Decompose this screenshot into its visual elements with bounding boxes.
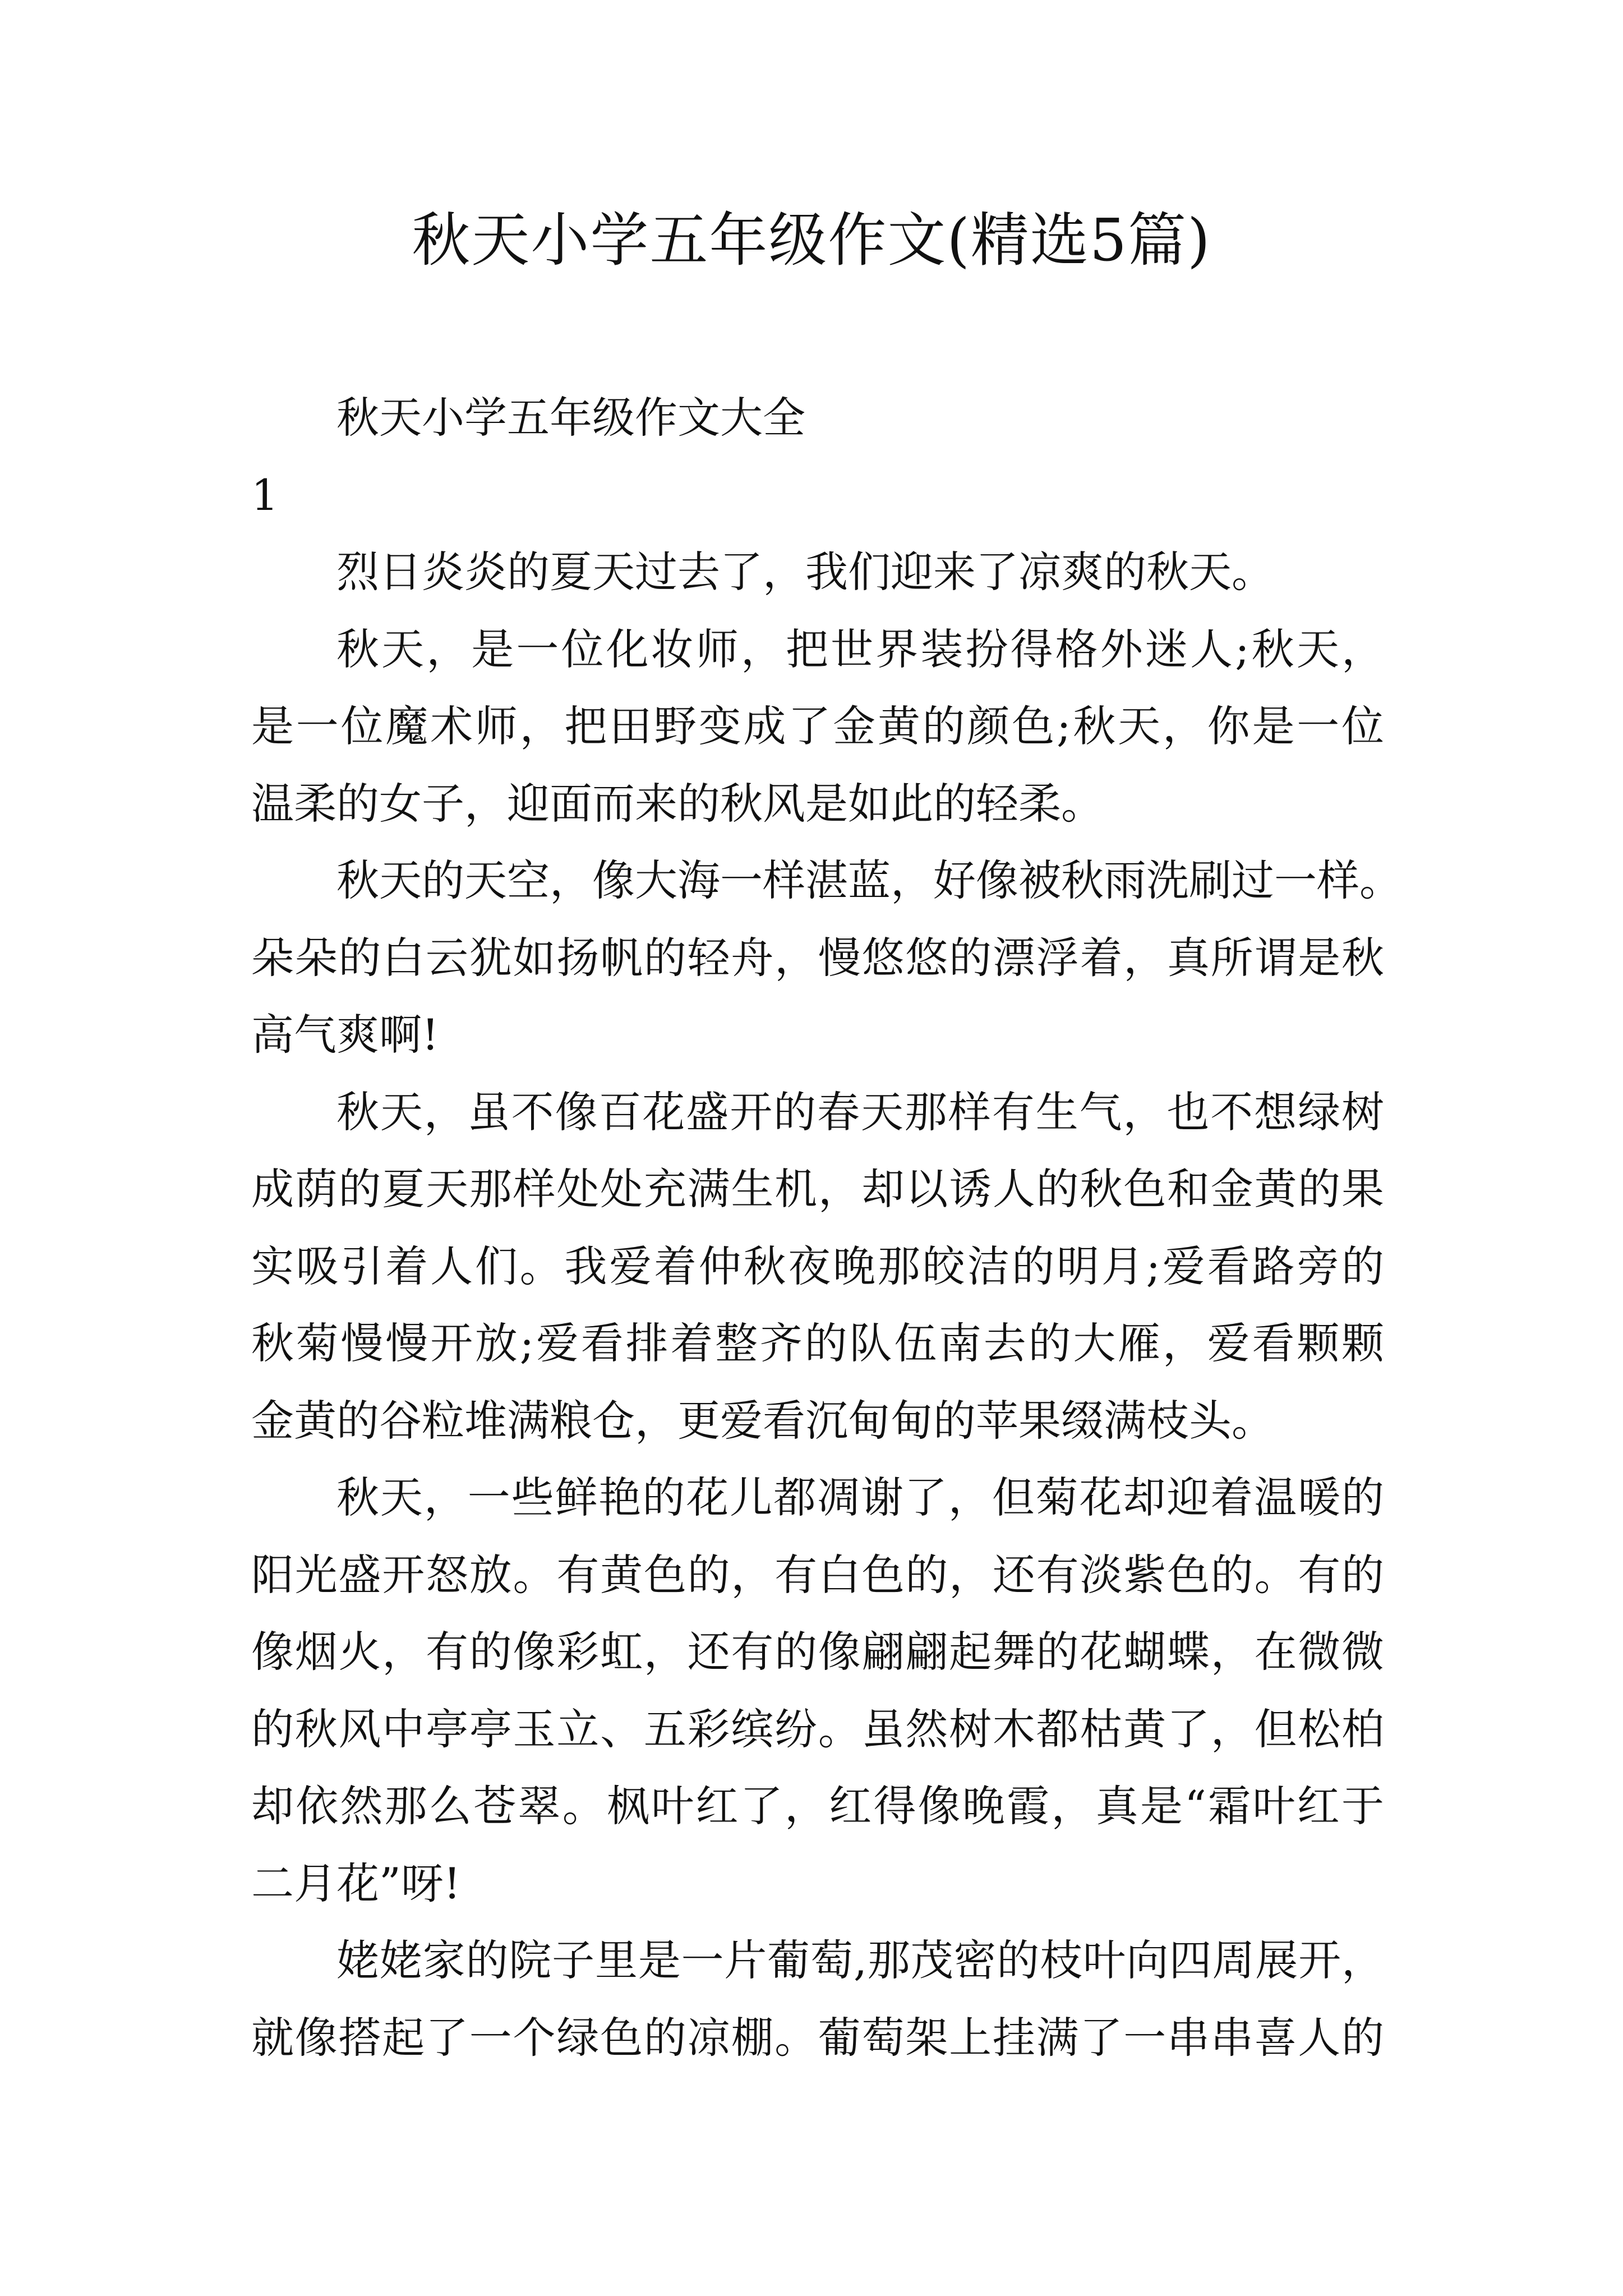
- paragraph-line: 秋天，虽不像百花盛开的春天那样有生气，也不想绿树: [336, 1087, 1384, 1137]
- document-body: [251, 379, 1402, 2076]
- section-number: 1: [251, 470, 279, 520]
- paragraph-line: 的秋风中亭亭玉立、五彩缤纷。虽然树木都枯黄了，但松柏: [251, 1704, 1384, 1754]
- paragraph-line: 秋天，是一位化妆师，把世界装扮得格外迷人;秋天，: [336, 624, 1384, 674]
- paragraph-line: 高气爽啊!: [251, 1010, 439, 1060]
- paragraph-line: 是一位魔术师，把田野变成了金黄的颜色;秋天，你是一位: [251, 701, 1384, 751]
- document-title: 秋天小学五年级作文(精选5篇): [412, 206, 1211, 274]
- paragraph-line: 二月花”呀!: [251, 1858, 461, 1908]
- paragraph-line: 金黄的谷粒堆满粮仓，更爱看沉甸甸的苹果缀满枝头。: [251, 1395, 1274, 1446]
- paragraph-line: 实吸引着人们。我爱着仲秋夜晚那皎洁的明月;爱看路旁的: [251, 1241, 1384, 1291]
- paragraph-line: 秋菊慢慢开放;爱看排着整齐的队伍南去的大雁，爱看颗颗: [251, 1318, 1384, 1368]
- paragraph-line: 温柔的女子，迎面而来的秋风是如此的轻柔。: [251, 778, 1104, 829]
- paragraph-line: 姥姥家的院子里是一片葡萄,那茂密的枝叶向四周展开，: [336, 1935, 1384, 1985]
- paragraph-line: 成荫的夏天那样处处充满生机，却以诱人的秋色和金黄的果: [251, 1164, 1384, 1214]
- paragraph-line: 像烟火，有的像彩虹，还有的像翩翩起舞的花蝴蝶，在微微: [251, 1627, 1384, 1677]
- paragraph-line: 阳光盛开怒放。有黄色的，有白色的，还有淡紫色的。有的: [251, 1549, 1384, 1600]
- paragraph-line: 烈日炎炎的夏天过去了，我们迎来了凉爽的秋天。: [336, 547, 1274, 597]
- paragraph-line: 秋天，一些鲜艳的花儿都凋谢了，但菊花却迎着温暖的: [336, 1473, 1384, 1522]
- paragraph-line: 秋天的天空，像大海一样湛蓝，好像被秋雨洗刷过一样。: [336, 855, 1402, 905]
- subtitle-line: 秋天小学五年级作文大全: [336, 393, 805, 443]
- paragraph-line: 却依然那么苍翠。枫叶红了，红得像晚霞，真是“霜叶红于: [251, 1781, 1384, 1831]
- paragraph-line: 朵朵的白云犹如扬帆的轻舟，慢悠悠的漂浮着，真所谓是秋: [251, 932, 1384, 983]
- paragraph-line: 就像搭起了一个绿色的凉棚。葡萄架上挂满了一串串喜人的: [251, 2012, 1384, 2063]
